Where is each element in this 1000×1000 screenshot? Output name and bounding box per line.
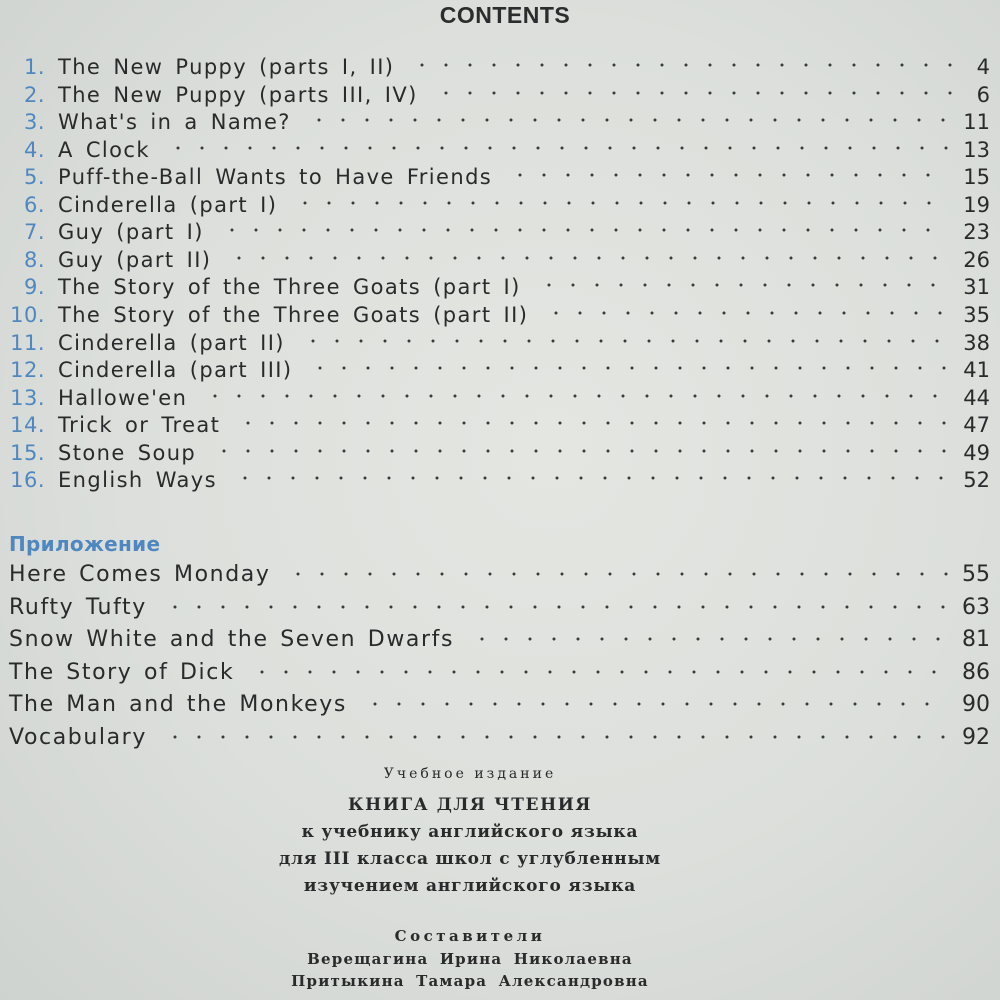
toc-entry — [0, 110, 1000, 138]
toc-entry — [0, 441, 1000, 469]
toc-number-dot: . — [37, 137, 45, 162]
appendix-entry-title: The Story of Dick — [9, 659, 235, 685]
toc-number-text: 5 — [23, 165, 38, 190]
dot-leader — [464, 637, 948, 641]
toc-entry-title: Cinderella (part III) — [58, 358, 293, 383]
edition-label: Учебное издание — [383, 766, 557, 782]
dot-leader — [197, 394, 949, 398]
toc-number-text: 16 — [10, 468, 38, 493]
appendix-entry-page: 86 — [962, 659, 990, 685]
toc-number-dot: . — [37, 275, 45, 300]
toc-entry-page: 23 — [963, 220, 990, 245]
toc-entry-title: English Ways — [58, 468, 217, 493]
toc-number-text: 12 — [10, 358, 38, 383]
toc-entry-page: 4 — [976, 55, 990, 79]
toc-number-dot: . — [37, 385, 45, 410]
toc-entry-number — [24, 275, 45, 299]
appendix-entry-title: Snow White and the Seven Dwarfs — [9, 627, 455, 653]
toc-entry-number — [24, 248, 45, 272]
toc-entry-page: 6 — [976, 82, 990, 107]
appendix-entry — [0, 692, 1000, 722]
toc-number-dot: . — [37, 110, 45, 135]
toc-entry — [0, 220, 1000, 248]
toc-entry-number — [10, 386, 45, 410]
toc-entry-number — [24, 220, 45, 244]
toc-entry-title: Stone Soup — [58, 440, 197, 465]
toc-number-text: 6 — [23, 192, 38, 217]
dot-leader — [221, 256, 949, 260]
book-subtitle-line-1: к учебнику английского языка — [301, 822, 639, 842]
toc-entry-title: Guy (part I) — [58, 220, 204, 245]
appendix-entry — [0, 562, 1000, 592]
toc-number-dot: . — [37, 220, 45, 245]
toc-entry-number — [24, 55, 45, 79]
toc-number-dot: . — [37, 247, 45, 272]
toc-entry-page: 41 — [963, 358, 990, 383]
compilers-label: Составители — [394, 927, 546, 945]
toc-entry-page: 49 — [963, 440, 990, 465]
appendix-entry-title: Here Comes Monday — [9, 562, 271, 587]
appendix-entry-page: 63 — [962, 594, 990, 620]
toc-entry-number — [10, 468, 45, 492]
appendix-entry — [0, 725, 1000, 755]
toc-entry-title: The New Puppy (parts III, IV) — [58, 82, 418, 107]
dot-leader — [538, 311, 949, 315]
dot-leader — [301, 118, 949, 122]
toc-entry-page: 47 — [963, 413, 990, 438]
toc-entry-page: 26 — [963, 247, 990, 272]
toc-entry — [0, 331, 1000, 359]
toc-entry-number — [10, 413, 45, 437]
dot-leader — [404, 63, 963, 67]
appendix-entry — [0, 660, 1000, 690]
toc-entry — [0, 303, 1000, 331]
toc-entry-number — [10, 331, 45, 355]
toc-number-text: 7 — [23, 220, 38, 245]
book-subtitle-line-2: для III класса школ с углубленным — [279, 849, 661, 869]
toc-entry-number — [24, 110, 45, 134]
appendix-heading: Приложение — [9, 532, 161, 556]
appendix-entry-page: 90 — [962, 692, 990, 718]
toc-entry — [0, 55, 1000, 83]
toc-number-text: 2 — [23, 82, 38, 107]
toc-entry-title: The Story of the Three Goats (part II) — [58, 302, 529, 327]
appendix-entry — [0, 627, 1000, 657]
dot-leader — [244, 670, 948, 674]
dot-leader — [287, 201, 949, 205]
toc-entry-page: 35 — [963, 302, 990, 327]
toc-entry-page: 38 — [963, 330, 990, 355]
toc-entry-number — [24, 138, 45, 162]
dot-leader — [206, 449, 949, 453]
toc-entry-number — [10, 441, 45, 465]
appendix-entry-page: 81 — [962, 627, 990, 653]
toc-entry-page: 44 — [963, 385, 990, 410]
toc-entry-title: A Clock — [58, 137, 150, 162]
dot-leader — [502, 173, 949, 177]
book-subtitle-line-3: изучением английского языка — [303, 876, 637, 896]
toc-entry — [0, 468, 1000, 496]
compiler-name-2: Притыкина Тамара Александровна — [291, 972, 649, 990]
dot-leader — [230, 421, 949, 425]
appendix-entry-title: Rufty Tufty — [9, 594, 147, 620]
compiler-name-1: Верещагина Ирина Николаевна — [307, 950, 633, 968]
toc-number-dot: . — [37, 302, 45, 327]
toc-entry-title: Guy (part II) — [58, 247, 212, 272]
toc-entry-page: 15 — [963, 165, 990, 190]
toc-entry-number — [24, 165, 45, 189]
appendix-entry-title: The Man and the Monkeys — [9, 692, 347, 718]
toc-number-text: 8 — [23, 247, 38, 272]
dot-leader — [357, 702, 948, 706]
toc-number-text: 11 — [10, 330, 38, 355]
dot-leader — [157, 735, 948, 739]
toc-entry-title: Cinderella (part I) — [58, 192, 278, 217]
toc-number-dot: . — [37, 165, 45, 190]
toc-number-dot: . — [37, 468, 45, 493]
toc-entry-page: 31 — [963, 275, 990, 300]
toc-entry-page: 13 — [963, 137, 990, 162]
toc-entry-title: The New Puppy (parts I, II) — [58, 55, 395, 79]
toc-number-dot: . — [37, 440, 45, 465]
toc-number-text: 13 — [10, 385, 38, 410]
appendix-entry-page: 92 — [962, 725, 990, 750]
dot-leader — [295, 339, 949, 343]
toc-number-text: 14 — [10, 413, 38, 438]
toc-entry-title: What's in a Name? — [58, 110, 291, 135]
appendix-entry-title: Vocabulary — [9, 725, 147, 750]
toc-number-dot: . — [37, 330, 45, 355]
toc-number-dot: . — [37, 358, 45, 383]
toc-entry — [0, 193, 1000, 221]
toc-entry-number — [10, 303, 45, 327]
toc-entry-title: Hallowe'en — [58, 385, 188, 410]
toc-entry-title: Puff-the-Ball Wants to Have Friends — [58, 165, 493, 190]
toc-number-text: 10 — [10, 302, 38, 327]
toc-entry — [0, 138, 1000, 166]
toc-entry-page: 19 — [963, 192, 990, 217]
dot-leader — [227, 476, 949, 480]
toc-entry-number — [10, 358, 45, 382]
dot-leader — [531, 283, 949, 287]
toc-entry-page: 52 — [963, 468, 990, 493]
toc-number-dot: . — [37, 82, 45, 107]
toc-number-dot: . — [37, 192, 45, 217]
toc-entry-number — [24, 83, 45, 107]
toc-number-text: 4 — [23, 137, 38, 162]
toc-entry-number — [24, 193, 45, 217]
dot-leader — [157, 605, 948, 609]
toc-number-dot: . — [37, 413, 45, 438]
appendix-entry-page: 55 — [962, 562, 990, 587]
toc-entry — [0, 165, 1000, 193]
toc-entry — [0, 358, 1000, 386]
appendix-entry — [0, 595, 1000, 625]
dot-leader — [280, 572, 948, 576]
toc-entry — [0, 275, 1000, 303]
toc-number-dot: . — [37, 55, 45, 79]
toc-entry — [0, 248, 1000, 276]
toc-number-text: 1 — [23, 55, 38, 79]
toc-entry-title: Trick or Treat — [58, 413, 221, 438]
dot-leader — [428, 91, 963, 95]
dot-leader — [160, 146, 949, 150]
toc-number-text: 9 — [23, 275, 38, 300]
dot-leader — [214, 228, 949, 232]
contents-heading: CONTENTS — [439, 2, 571, 28]
dot-leader — [302, 366, 949, 370]
toc-entry-title: The Story of the Three Goats (part I) — [58, 275, 521, 300]
toc-entry-title: Cinderella (part II) — [58, 330, 285, 355]
toc-entry — [0, 413, 1000, 441]
toc-number-text: 15 — [10, 440, 38, 465]
book-title: КНИГА ДЛЯ ЧТЕНИЯ — [348, 795, 592, 815]
toc-entry — [0, 83, 1000, 111]
toc-number-text: 3 — [23, 110, 38, 135]
toc-entry — [0, 386, 1000, 414]
toc-entry-page: 11 — [963, 110, 990, 135]
